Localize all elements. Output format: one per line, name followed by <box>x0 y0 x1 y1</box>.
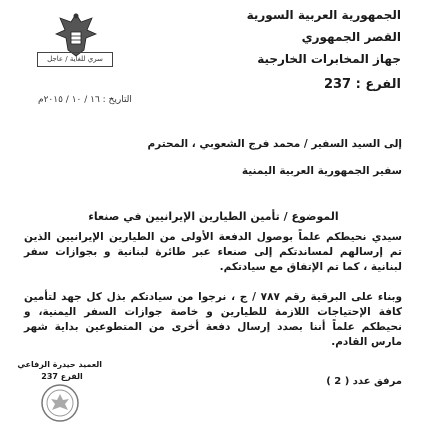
paragraph-arrival: سيدي نحيطكم علماً بوصول الدفعة الأولى من الطيارين الإيرانيين الذين تم إرسالهم لمساندتكم إلى صنعاء عبر طائرة لبنانية و بجوازات سفر لبنانية ، كما تم الإتفاق مع سيادتكم. <box>24 231 402 273</box>
attachments-count: مرفق عدد ( 2 ) <box>326 376 402 387</box>
classification-stamp: سري للغاية / عاجل <box>37 52 113 67</box>
official-seal-icon <box>40 383 80 423</box>
recipient-title: سفير الجمهورية العربية اليمنية <box>241 165 402 177</box>
header-line-palace: القصر الجمهوري <box>301 30 401 44</box>
signature-branch: الفرع 237 <box>41 372 83 381</box>
header-branch: الفرع : 237 <box>323 77 401 92</box>
subject-line: الموضوع / تأمين الطيارين الإيرانيين في صنعاء <box>88 210 339 223</box>
signature-name: العميد حيدرة الرفاعي <box>17 360 102 369</box>
document-date: التاريخ : ١٦ / ١٠ / ٢٠١٥م <box>38 95 132 105</box>
header-line-republic: الجمهورية العربية السورية <box>246 8 401 22</box>
recipient-line: إلى السيد السفير / محمد فرج الشعوبي ، المحترم <box>147 138 402 150</box>
paragraph-request: وبناء على البرقية رقم ٧٨٧ / ج ، نرجوا من سيادتكم بذل كل جهد لتأمين كافة الإحتياجات اللازمة للطيارين و خاصة جوازات السفر اليمنية، و نحيطكم علماً أننا بصدد إرسال دفعة أخرى من المتطوعين بداية شهر مارس القادم. <box>24 291 402 348</box>
header-line-agency: جهاز المخابرات الخارجية <box>257 52 401 66</box>
